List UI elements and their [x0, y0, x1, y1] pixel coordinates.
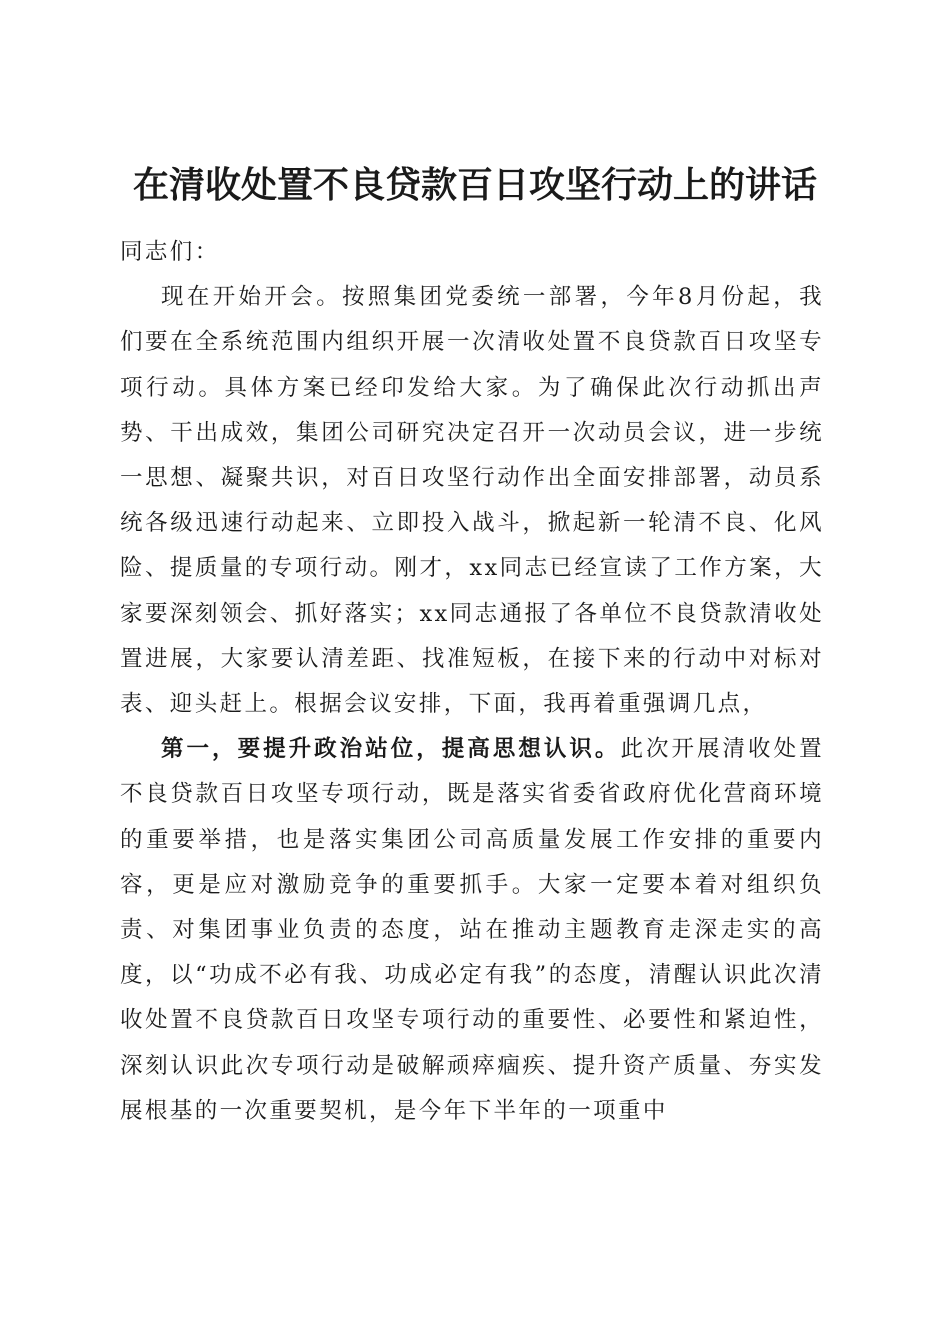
paragraph-first-point-body: 此次开展清收处置不良贷款百日攻坚专项行动，既是落实省委省政府优化营商环境的重要举措，也是落实集团公司高质量发展工作安排的重要内容，更是应对激励竞争的重要抓手。大家一定要本着对组织负责、对集团事业负责的态度，站在推动主题教育走深走实的高度，以“功成不必有我、功成必定有我”的态度，清醒认识此次清收处置不良贷款百日攻坚专项行动的重要性、必要性和紧迫性，深刻认识此次专项行动是破解顽瘁痼疾、提升资产质量、夯实发展根基的一次重要契机，是今年下半年的一项重中 [120, 736, 825, 1124]
document-title: 在清收处置不良贷款百日攻坚行动上的讲话 [132, 164, 817, 207]
document-body [120, 230, 824, 1134]
paragraph-first-point [120, 727, 824, 1134]
paragraph-opening: 现在开始开会。按照集团党委统一部署，今年8月份起，我们要在全系统范围内组织开展一次清收处置不良贷款百日攻坚专项行动。具体方案已经印发给大家。为了确保此次行动抓出声势、干出成效，集团公司研究决定召开一次动员会议，进一步统一思想、凝聚共识，对百日攻坚行动作出全面安排部署，动员系统各级迅速行动起来、立即投入战斗，掀起新一轮清不良、化风险、提质量的专项行动。刚才，xx同志已经宣读了工作方案，大家要深刻领会、抓好落实；xx同志通报了各单位不良贷款清收处置进展，大家要认清差距、找准短板，在接下来的行动中对标对表、迎头赶上。根据会议安排，下面，我再着重强调几点， [120, 284, 824, 718]
paragraph-lead-heading: 第一，要提升政治站位，提高思想认识。 [161, 736, 621, 763]
salutation: 同志们： [120, 239, 220, 265]
